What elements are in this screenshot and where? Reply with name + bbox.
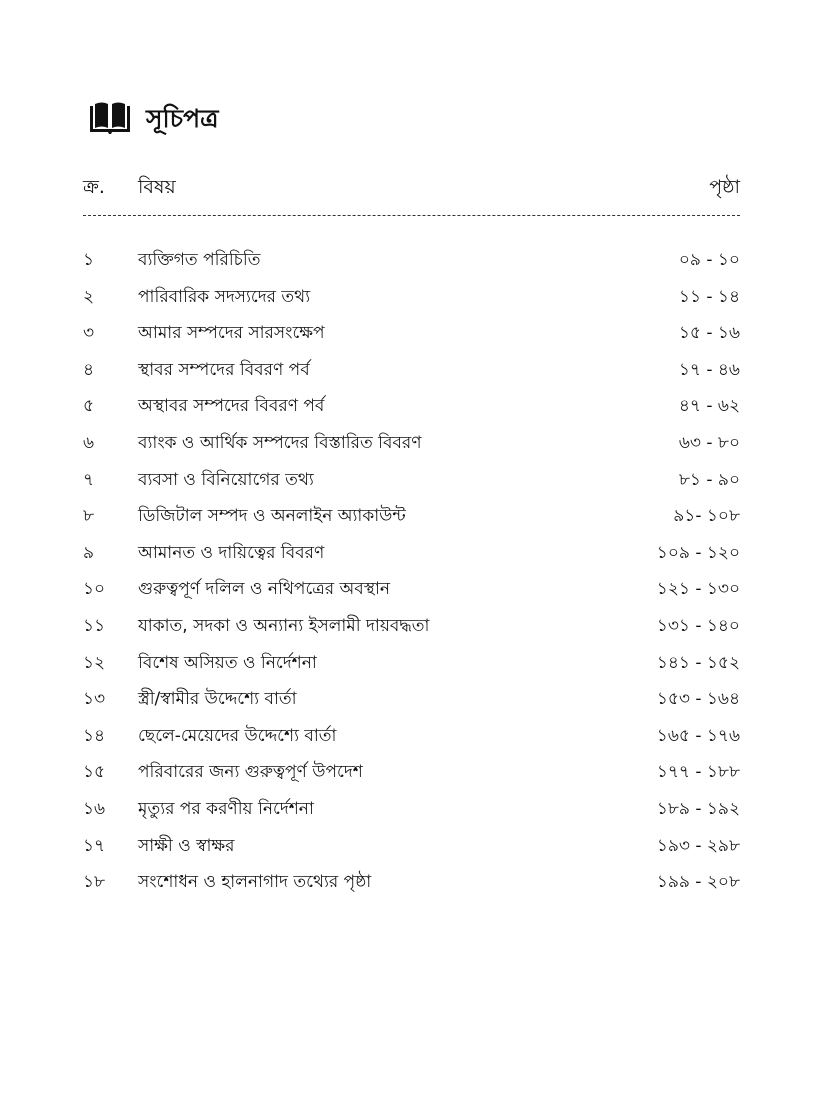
toc-row	[83, 242, 740, 279]
toc-serial: ১৬	[83, 798, 106, 819]
toc-row	[83, 645, 740, 682]
toc-subject: বিশেষ অসিয়ত ও নির্দেশনা	[138, 652, 317, 673]
toc-subject: অস্থাবর সম্পদের বিবরণ পর্ব	[138, 396, 325, 417]
toc-page-range: ১২১ - ১৩০	[656, 579, 740, 600]
toc-subject: সাক্ষী ও স্বাক্ষর	[138, 835, 235, 856]
toc-subject: আমানত ও দায়িত্বের বিবরণ	[138, 542, 325, 563]
toc-subject: ব্যাংক ও আর্থিক সম্পদের বিস্তারিত বিবরণ	[138, 432, 422, 453]
toc-row	[83, 315, 740, 352]
toc-page-range: ১৫৩ - ১৬৪	[656, 689, 740, 710]
toc-page-range: ১৫ - ১৬	[678, 323, 740, 344]
toc-serial: ১২	[83, 652, 106, 673]
toc-subject: স্থাবর সম্পদের বিবরণ পর্ব	[138, 359, 310, 380]
toc-serial: ১৩	[83, 689, 106, 710]
toc-serial: ৩	[83, 323, 95, 344]
toc-page-range: ৮১ - ৯০	[678, 469, 740, 490]
toc-list	[83, 242, 740, 901]
toc-page-range: ১০৯ - ১২০	[656, 542, 740, 563]
toc-row	[83, 388, 740, 425]
toc-serial: ১৭	[83, 835, 106, 856]
toc-serial: ৭	[83, 469, 95, 490]
toc-serial: ১০	[83, 579, 106, 600]
toc-page-range: ১৭৭ - ১৮৮	[656, 762, 740, 783]
header-subject-label: বিষয়	[138, 176, 176, 198]
open-book-icon	[88, 100, 132, 136]
toc-subject: যাকাত, সদকা ও অন্যান্য ইসলামী দায়বদ্ধতা	[138, 615, 430, 636]
toc-subject: পারিবারিক সদস্যদের তথ্য	[138, 286, 311, 307]
header-page-label: পৃষ্ঠা	[709, 176, 740, 198]
toc-serial: ১১	[83, 615, 106, 636]
toc-page-range: ১৩১ - ১৪০	[656, 615, 740, 636]
toc-serial: ৯	[83, 542, 95, 563]
toc-serial: ৫	[83, 396, 95, 417]
toc-page-range: ১৬৫ - ১৭৬	[656, 725, 740, 746]
toc-page-range: ১৮৯ - ১৯২	[656, 798, 740, 819]
toc-subject: পরিবারের জন্য গুরুত্বপূর্ণ উপদেশ	[138, 762, 363, 783]
toc-page-range: ৬৩ - ৮০	[678, 432, 740, 453]
toc-title-row	[88, 96, 219, 140]
toc-page-range: ১৯৩ - ২৯৮	[656, 835, 740, 856]
toc-page-range: ৯১- ১০৮	[673, 506, 740, 527]
toc-row	[83, 718, 740, 755]
toc-page-range: ৪৭ - ৬২	[678, 396, 740, 417]
toc-serial: ১৪	[83, 725, 106, 746]
toc-row	[83, 608, 740, 645]
toc-row	[83, 571, 740, 608]
toc-row	[83, 864, 740, 901]
toc-row	[83, 462, 740, 499]
toc-page-range: ১৯৯ - ২০৮	[656, 872, 740, 893]
toc-page-range: ০৯ - ১০	[678, 250, 740, 270]
toc-subject: ডিজিটাল সম্পদ ও অনলাইন অ্যাকাউন্ট	[138, 506, 406, 527]
toc-page-range: ১৭ - ৪৬	[678, 359, 740, 380]
toc-serial: ১৫	[83, 762, 106, 783]
toc-subject: ব্যবসা ও বিনিয়োগের তথ্য	[138, 469, 314, 490]
toc-subject: আমার সম্পদের সারসংক্ষেপ	[138, 323, 325, 344]
header-serial-label: ক্র.	[83, 176, 105, 198]
toc-row	[83, 681, 740, 718]
toc-subject: ব্যক্তিগত পরিচিতি	[138, 250, 261, 270]
toc-page-range: ১৪১ - ১৫২	[656, 652, 740, 673]
toc-serial: ২	[83, 286, 95, 307]
toc-subject: মৃত্যুর পর করণীয় নির্দেশনা	[138, 798, 314, 819]
toc-serial: ৪	[83, 359, 95, 380]
toc-row	[83, 535, 740, 572]
page-title: সূচিপত্র	[146, 103, 219, 133]
toc-serial: ১	[83, 250, 95, 270]
toc-subject: ছেলে-মেয়েদের উদ্দেশ্যে বার্তা	[138, 725, 337, 746]
toc-row	[83, 791, 740, 828]
toc-row	[83, 828, 740, 865]
toc-serial: ১৮	[83, 872, 106, 893]
toc-header	[83, 172, 740, 202]
toc-page-range: ১১ - ১৪	[678, 286, 740, 307]
toc-row	[83, 498, 740, 535]
toc-row	[83, 425, 740, 462]
toc-serial: ৬	[83, 432, 95, 453]
toc-subject: গুরুত্বপূর্ণ দলিল ও নথিপত্রের অবস্থান	[138, 579, 391, 600]
toc-row	[83, 352, 740, 389]
toc-subject: সংশোধন ও হালনাগাদ তথ্যের পৃষ্ঠা	[138, 872, 372, 893]
toc-serial: ৮	[83, 506, 95, 527]
toc-row	[83, 754, 740, 791]
dashed-divider	[83, 215, 740, 216]
toc-row	[83, 279, 740, 316]
toc-subject: স্ত্রী/স্বামীর উদ্দেশ্যে বার্তা	[138, 689, 297, 710]
